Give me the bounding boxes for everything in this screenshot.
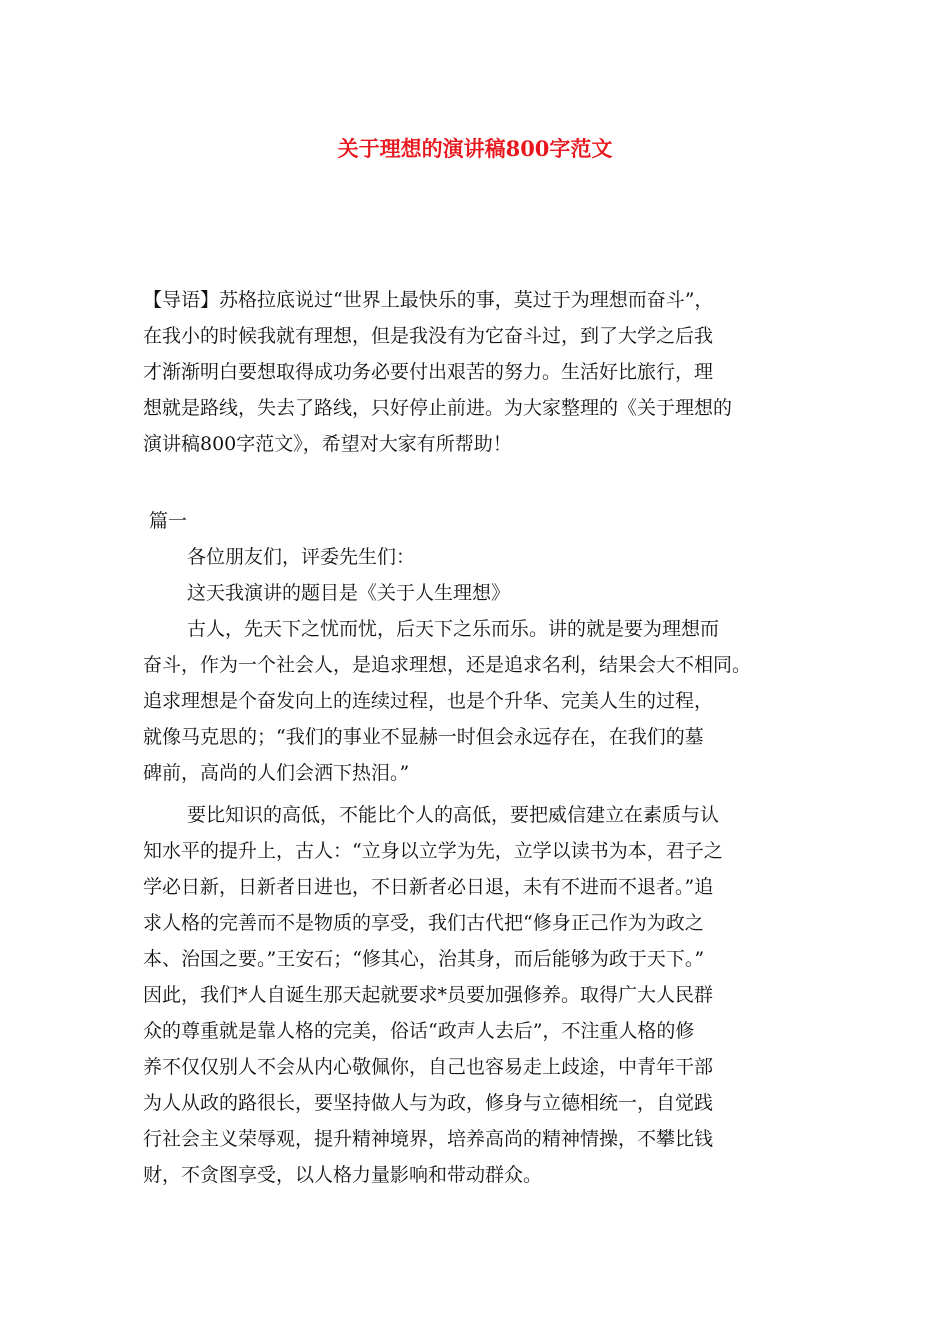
paragraph1-line-1: 古人，先天下之忧而忧，后天下之乐而乐。讲的就是要为理想而 xyxy=(187,618,720,640)
intro-line-2: 在我小的时候我就有理想，但是我没有为它奋斗过，到了大学之后我 xyxy=(143,325,714,347)
paragraph2-line-6: 因此，我们*人自诞生那天起就要求*员要加强修养。取得广大人民群 xyxy=(143,984,714,1006)
document-title: 关于理想的演讲稿800字范文 xyxy=(337,136,613,161)
paragraph2-line-1: 要比知识的高低，不能比个人的高低，要把威信建立在素质与认 xyxy=(187,804,720,826)
paragraph2-line-5: 本、治国之要。”王安石；“修其心，治其身，而后能够为政于天下。” xyxy=(143,948,705,970)
paragraph2-line-2: 知水平的提升上，古人：“立身以立学为先，立学以读书为本，君子之 xyxy=(143,840,723,862)
intro-line-3: 才渐渐明白要想取得成功务必要付出艰苦的努力。生活好比旅行，理 xyxy=(143,361,714,383)
paragraph2-line-4: 求人格的完善而不是物质的享受，我们古代把“修身正己作为为政之 xyxy=(143,912,704,934)
topic-line: 这天我演讲的题目是《关于人生理想》 xyxy=(187,582,511,604)
paragraph2-line-11: 财，不贪图享受，以人格力量影响和带动群众。 xyxy=(143,1164,543,1186)
paragraph2-line-10: 行社会主义荣辱观，提升精神境界，培养高尚的精神情操，不攀比钱 xyxy=(143,1128,714,1150)
paragraph1-line-4: 就像马克思的；“我们的事业不显赫一时但会永远存在，在我们的墓 xyxy=(143,726,704,748)
intro-line-1: 【导语】苏格拉底说过“世界上最快乐的事，莫过于为理想而奋斗”， xyxy=(143,289,714,311)
paragraph2-line-9: 为人从政的路很长，要坚持做人与为政，修身与立德相统一，自觉践 xyxy=(143,1092,714,1114)
intro-line-5: 演讲稿800字范文》，希望对大家有所帮助！ xyxy=(143,433,512,455)
paragraph2-line-7: 众的尊重就是靠人格的完美，俗话“政声人去后”，不注重人格的修 xyxy=(143,1020,695,1042)
paragraph1-line-3: 追求理想是个奋发向上的连续过程，也是个升华、完美人生的过程， xyxy=(143,690,714,712)
section-heading: 篇一 xyxy=(149,510,188,532)
paragraph1-line-2: 奋斗，作为一个社会人，是追求理想，还是追求名利，结果会大不相同。 xyxy=(143,654,752,676)
intro-line-4: 想就是路线，失去了路线，只好停止前进。为大家整理的《关于理想的 xyxy=(143,397,733,419)
paragraph2-line-3: 学必日新，日新者日进也，不日新者必日退，未有不进而不退者。”追 xyxy=(143,876,714,898)
paragraph2-line-8: 养不仅仅别人不会从内心敬佩你，自己也容易走上歧途，中青年干部 xyxy=(143,1056,714,1078)
paragraph1-line-5: 碑前，高尚的人们会洒下热泪。” xyxy=(143,762,410,784)
greeting-line: 各位朋友们，评委先生们： xyxy=(187,546,416,568)
